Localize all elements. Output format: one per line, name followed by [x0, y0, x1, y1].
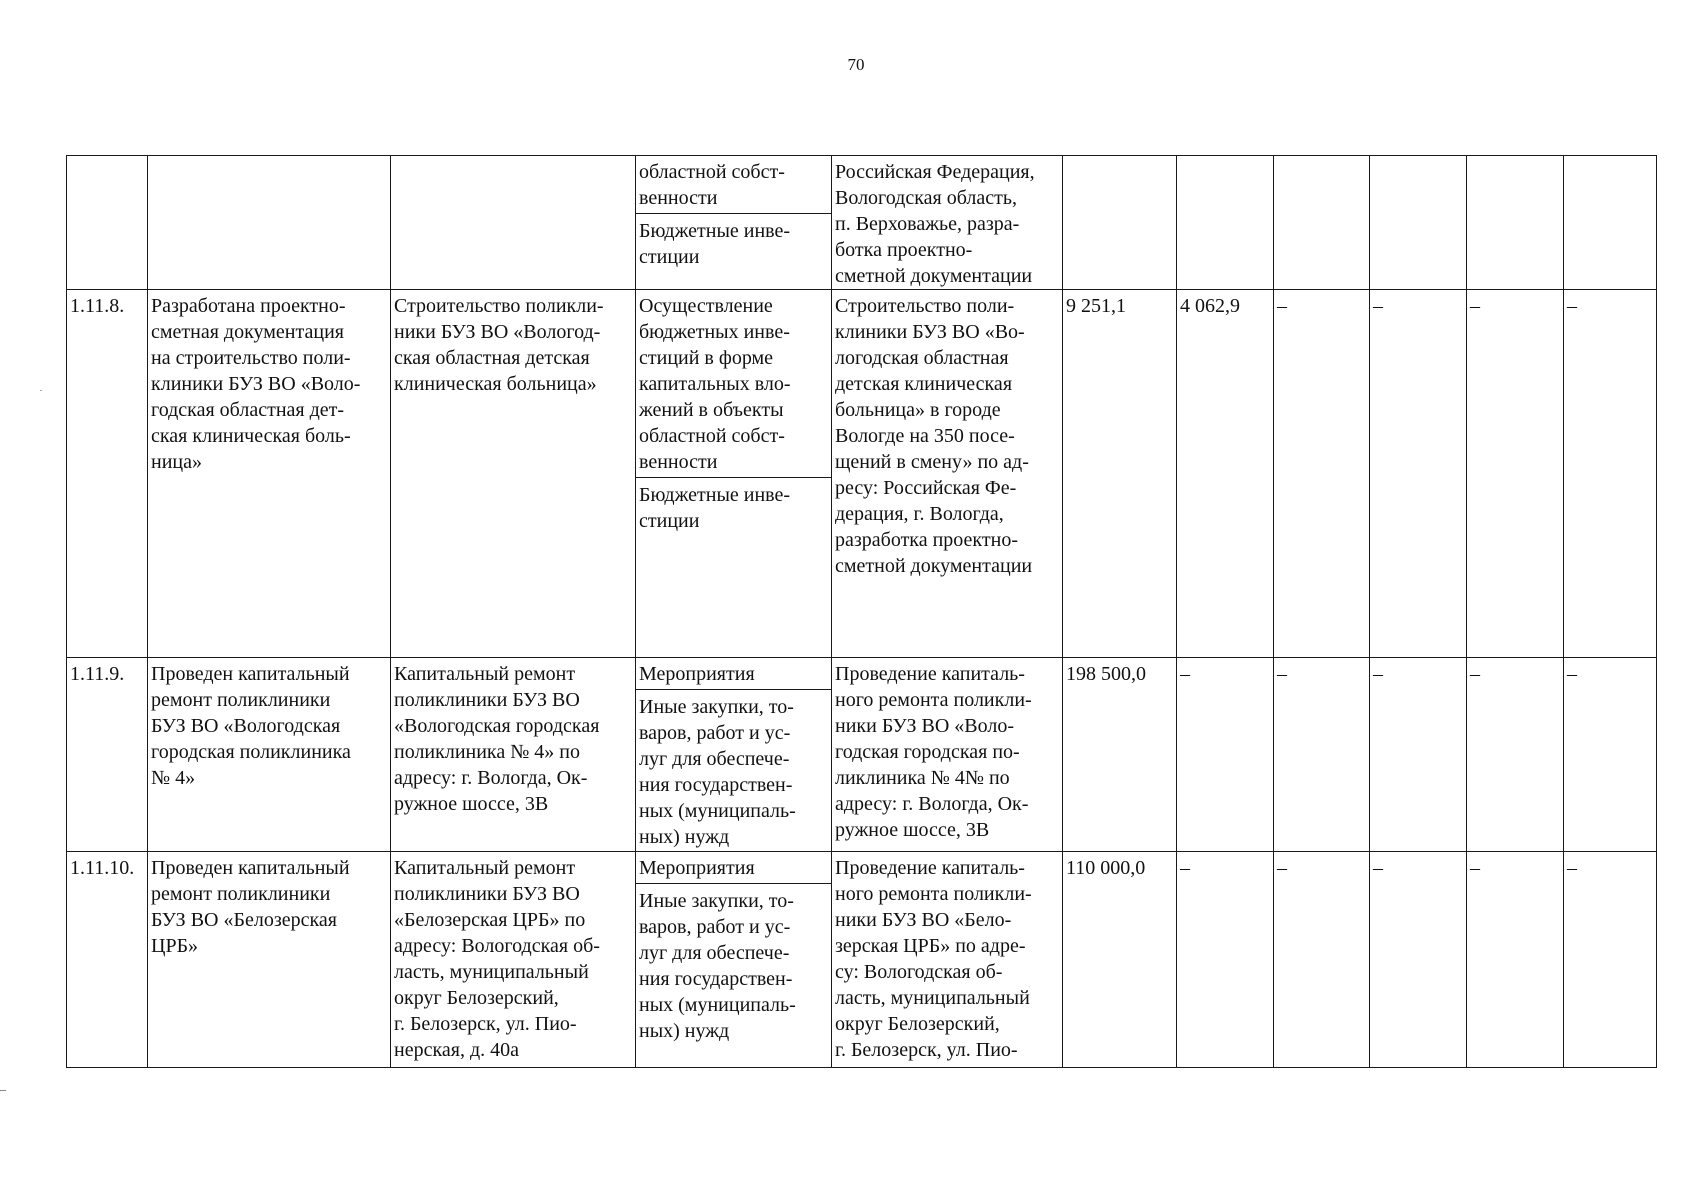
text-line: стиции — [639, 246, 700, 268]
value-cell: – — [1564, 290, 1657, 658]
page-number: 70 — [847, 55, 865, 74]
text-line: ния государствен- — [639, 968, 793, 990]
text-line: Осуществление — [639, 295, 773, 317]
text-line: варов, работ и ус- — [639, 916, 791, 938]
direction-cell — [636, 156, 832, 290]
value-cell: – — [1467, 852, 1564, 1068]
text-line: зерская ЦРБ» по адре- — [835, 935, 1026, 957]
text-line: г. Белозерск, ул. Пио- — [394, 1013, 577, 1035]
table-row — [67, 852, 1657, 1068]
text-line: адресу: г. Вологда, Ок- — [835, 793, 1029, 815]
text-line: ресу: Российская Фе- — [835, 477, 1017, 499]
value-cell: – — [1564, 658, 1657, 852]
value-cell — [1274, 156, 1370, 290]
text-line: стиций в форме — [639, 347, 774, 369]
text-line: дерация, г. Вологда, — [835, 503, 1004, 525]
result-cell — [148, 658, 391, 852]
result-cell — [148, 290, 391, 658]
text-line: адресу: Вологодская об- — [394, 935, 600, 957]
text-line: годская городская по- — [835, 741, 1020, 763]
text-line: Иные закупки, то- — [639, 890, 794, 912]
text-line: годская областная дет- — [151, 399, 345, 421]
text-line: ЦРБ» — [151, 935, 199, 957]
text-line: венности — [639, 187, 718, 209]
text-line: Бюджетные инве- — [639, 220, 791, 242]
item-number: 1.11.8. — [67, 290, 148, 658]
object-cell — [832, 658, 1063, 852]
object-cell — [832, 290, 1063, 658]
text-line: Проведен капитальный — [151, 663, 350, 685]
text-line: клиническая больница» — [394, 373, 597, 395]
value-cell: 110 000,0 — [1063, 852, 1177, 1068]
text-line: Проведение капиталь- — [835, 857, 1025, 879]
text-line: ботка проектно- — [835, 239, 973, 261]
text-line: городская поликлиника — [151, 741, 351, 763]
value-cell: – — [1274, 290, 1370, 658]
text-line: ружное шоссе, 3В — [835, 819, 990, 841]
text-line: БУЗ ВО «Вологодская — [151, 715, 341, 737]
text-line: ники БУЗ ВО «Воло- — [835, 715, 1015, 737]
text-line: «Белозерская ЦРБ» по — [394, 909, 586, 931]
text-line: округ Белозерский, — [835, 1013, 1000, 1035]
text-line: детская клиническая — [835, 373, 1013, 395]
text-line: ружное шоссе, 3В — [394, 793, 549, 815]
direction-type — [636, 852, 831, 884]
value-cell — [1370, 156, 1467, 290]
item-number: 1.11.10. — [67, 852, 148, 1068]
text-line: нерская, д. 40а — [394, 1039, 519, 1061]
object-cell — [832, 852, 1063, 1068]
result-cell — [148, 852, 391, 1068]
text-line: ных) нужд — [639, 1020, 730, 1042]
text-line: ликлиника № 4№ по — [835, 767, 1010, 789]
text-line: сметная документация — [151, 321, 344, 343]
text-line: ласть, муниципальный — [835, 987, 1030, 1009]
text-line: ных (муниципаль- — [639, 800, 796, 822]
value-cell: – — [1177, 658, 1274, 852]
text-line: луг для обеспече- — [639, 748, 790, 770]
text-line: ных) нужд — [639, 826, 730, 848]
text-line: ного ремонта поликли- — [835, 883, 1032, 905]
text-line: п. Верховажье, разра- — [835, 213, 1020, 235]
text-line: луг для обеспече- — [639, 942, 790, 964]
text-line: Проведение капиталь- — [835, 663, 1025, 685]
value-cell — [1564, 156, 1657, 290]
text-line: ласть, муниципальный — [394, 961, 589, 983]
text-line: Строительство поли- — [835, 295, 1015, 317]
text-line: Мероприятия — [639, 663, 755, 685]
text-line: № 4» — [151, 767, 196, 789]
text-line: областной собст- — [639, 425, 785, 447]
direction-type — [636, 156, 831, 214]
direction-cell — [636, 852, 832, 1068]
text-line: Вологде на 350 посе- — [835, 425, 1015, 447]
table-row — [67, 290, 1657, 658]
text-line: областной собст- — [639, 161, 785, 183]
value-cell: 198 500,0 — [1063, 658, 1177, 852]
expense-type — [639, 478, 827, 534]
text-line: адресу: г. Вологда, Ок- — [394, 767, 588, 789]
text-line: клиники БУЗ ВО «Воло- — [151, 373, 361, 395]
text-line: сметной документации — [835, 265, 1033, 287]
text-line: Российская Федерация, — [835, 161, 1035, 183]
expense-type — [639, 690, 827, 850]
text-line: Строительство поликли- — [394, 295, 604, 317]
direction-cell — [636, 290, 832, 658]
margin-mark — [0, 1090, 6, 1091]
value-cell: 9 251,1 — [1063, 290, 1177, 658]
value-cell: – — [1274, 658, 1370, 852]
text-line: Капитальный ремонт — [394, 663, 576, 685]
value-cell: – — [1370, 658, 1467, 852]
text-line: ники БУЗ ВО «Вологод- — [394, 321, 601, 343]
text-line: логодская областная — [835, 347, 1009, 369]
value-cell — [1063, 156, 1177, 290]
text-line: капитальных вло- — [639, 373, 791, 395]
text-line: ская клиническая боль- — [151, 425, 351, 447]
text-line: поликлиника № 4» по — [394, 741, 581, 763]
text-line: округ Белозерский, — [394, 987, 559, 1009]
value-cell: – — [1467, 290, 1564, 658]
text-line: ных (муниципаль- — [639, 994, 796, 1016]
value-cell: 4 062,9 — [1177, 290, 1274, 658]
item-number — [67, 156, 148, 290]
text-line: клиники БУЗ ВО «Во- — [835, 321, 1025, 343]
text-line: ники БУЗ ВО «Бело- — [835, 909, 1012, 931]
table-row — [67, 658, 1657, 852]
text-line: ния государствен- — [639, 774, 793, 796]
direction-type — [636, 658, 831, 690]
table-row — [67, 156, 1657, 290]
text-line: Иные закупки, то- — [639, 696, 794, 718]
direction-type — [636, 290, 831, 478]
text-line: г. Белозерск, ул. Пио- — [835, 1039, 1018, 1061]
text-line: «Вологодская городская — [394, 715, 600, 737]
text-line: сметной документации — [835, 555, 1033, 577]
event-cell — [391, 852, 636, 1068]
value-cell: – — [1370, 290, 1467, 658]
text-line: Вологодская область, — [835, 187, 1018, 209]
event-cell — [391, 658, 636, 852]
text-line: венности — [639, 451, 718, 473]
value-cell: – — [1564, 852, 1657, 1068]
text-line: щений в смену» по ад- — [835, 451, 1029, 473]
expense-type — [639, 214, 827, 270]
value-cell: – — [1177, 852, 1274, 1068]
text-line: Бюджетные инве- — [639, 484, 791, 506]
value-cell: – — [1370, 852, 1467, 1068]
text-line: Разработана проектно- — [151, 295, 346, 317]
text-line: больница» в городе — [835, 399, 1001, 421]
text-line: БУЗ ВО «Белозерская — [151, 909, 337, 931]
text-line: ремонт поликлиники — [151, 689, 331, 711]
text-line: стиции — [639, 510, 700, 532]
text-line: ного ремонта поликли- — [835, 689, 1032, 711]
result-cell — [148, 156, 391, 290]
text-line: поликлиники БУЗ ВО — [394, 883, 580, 905]
direction-cell — [636, 658, 832, 852]
value-cell: – — [1274, 852, 1370, 1068]
text-line: разработка проектно- — [835, 529, 1018, 551]
text-line: поликлиники БУЗ ВО — [394, 689, 580, 711]
text-line: варов, работ и ус- — [639, 722, 791, 744]
event-cell — [391, 290, 636, 658]
object-cell — [832, 156, 1063, 290]
text-line: бюджетных инве- — [639, 321, 790, 343]
text-line: Мероприятия — [639, 857, 755, 879]
text-line: на строительство поли- — [151, 347, 351, 369]
text-line: Проведен капитальный — [151, 857, 350, 879]
text-line: жений в объекты — [639, 399, 784, 421]
text-line: ская областная детская — [394, 347, 590, 369]
program-table — [66, 155, 1657, 1068]
text-line: су: Вологодская об- — [835, 961, 1003, 983]
item-number: 1.11.9. — [67, 658, 148, 852]
text-line: Капитальный ремонт — [394, 857, 576, 879]
scan-artifact — [40, 390, 42, 391]
text-line: ремонт поликлиники — [151, 883, 331, 905]
value-cell — [1177, 156, 1274, 290]
expense-type — [639, 884, 827, 1044]
text-line: ница» — [151, 451, 202, 473]
value-cell — [1467, 156, 1564, 290]
value-cell: – — [1467, 658, 1564, 852]
event-cell — [391, 156, 636, 290]
